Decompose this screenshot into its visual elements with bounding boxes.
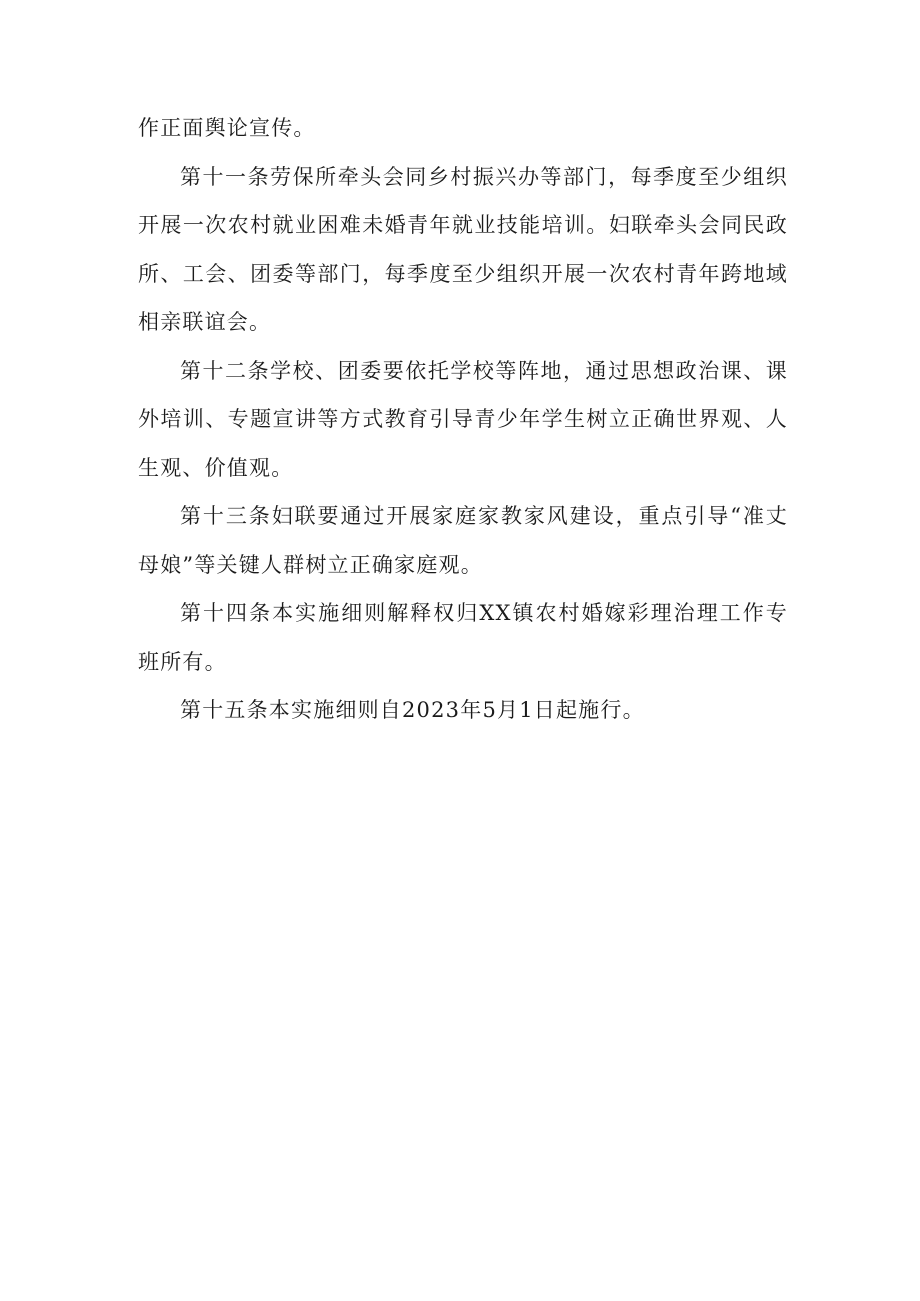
paragraph-continuation: 作正面舆论宣传。 bbox=[138, 116, 316, 140]
article-12-paragraph: 第十二条学校、团委要依托学校等阵地，通过思想政治课、课外培训、专题宣讲等方式教育引导青少年学生树立正确世界观、人生观、价值观。 bbox=[138, 358, 788, 480]
article-13-paragraph: 第十三条妇联要通过开展家庭家教家风建设，重点引导“准丈母娘”等关键人群树立正确家庭观。 bbox=[138, 504, 788, 577]
document-body bbox=[138, 104, 788, 735]
article-15-paragraph: 第十五条本实施细则自2023年5月1日起施行。 bbox=[180, 698, 645, 722]
article-11-paragraph: 第十一条劳保所牵头会同乡村振兴办等部门，每季度至少组织开展一次农村就业困难未婚青年就业技能培训。妇联牵头会同民政所、工会、团委等部门，每季度至少组织开展一次农村青年跨地域相亲联谊会。 bbox=[138, 164, 788, 334]
article-14-paragraph: 第十四条本实施细则解释权归XX镇农村婚嫁彩理治理工作专班所有。 bbox=[138, 601, 788, 674]
